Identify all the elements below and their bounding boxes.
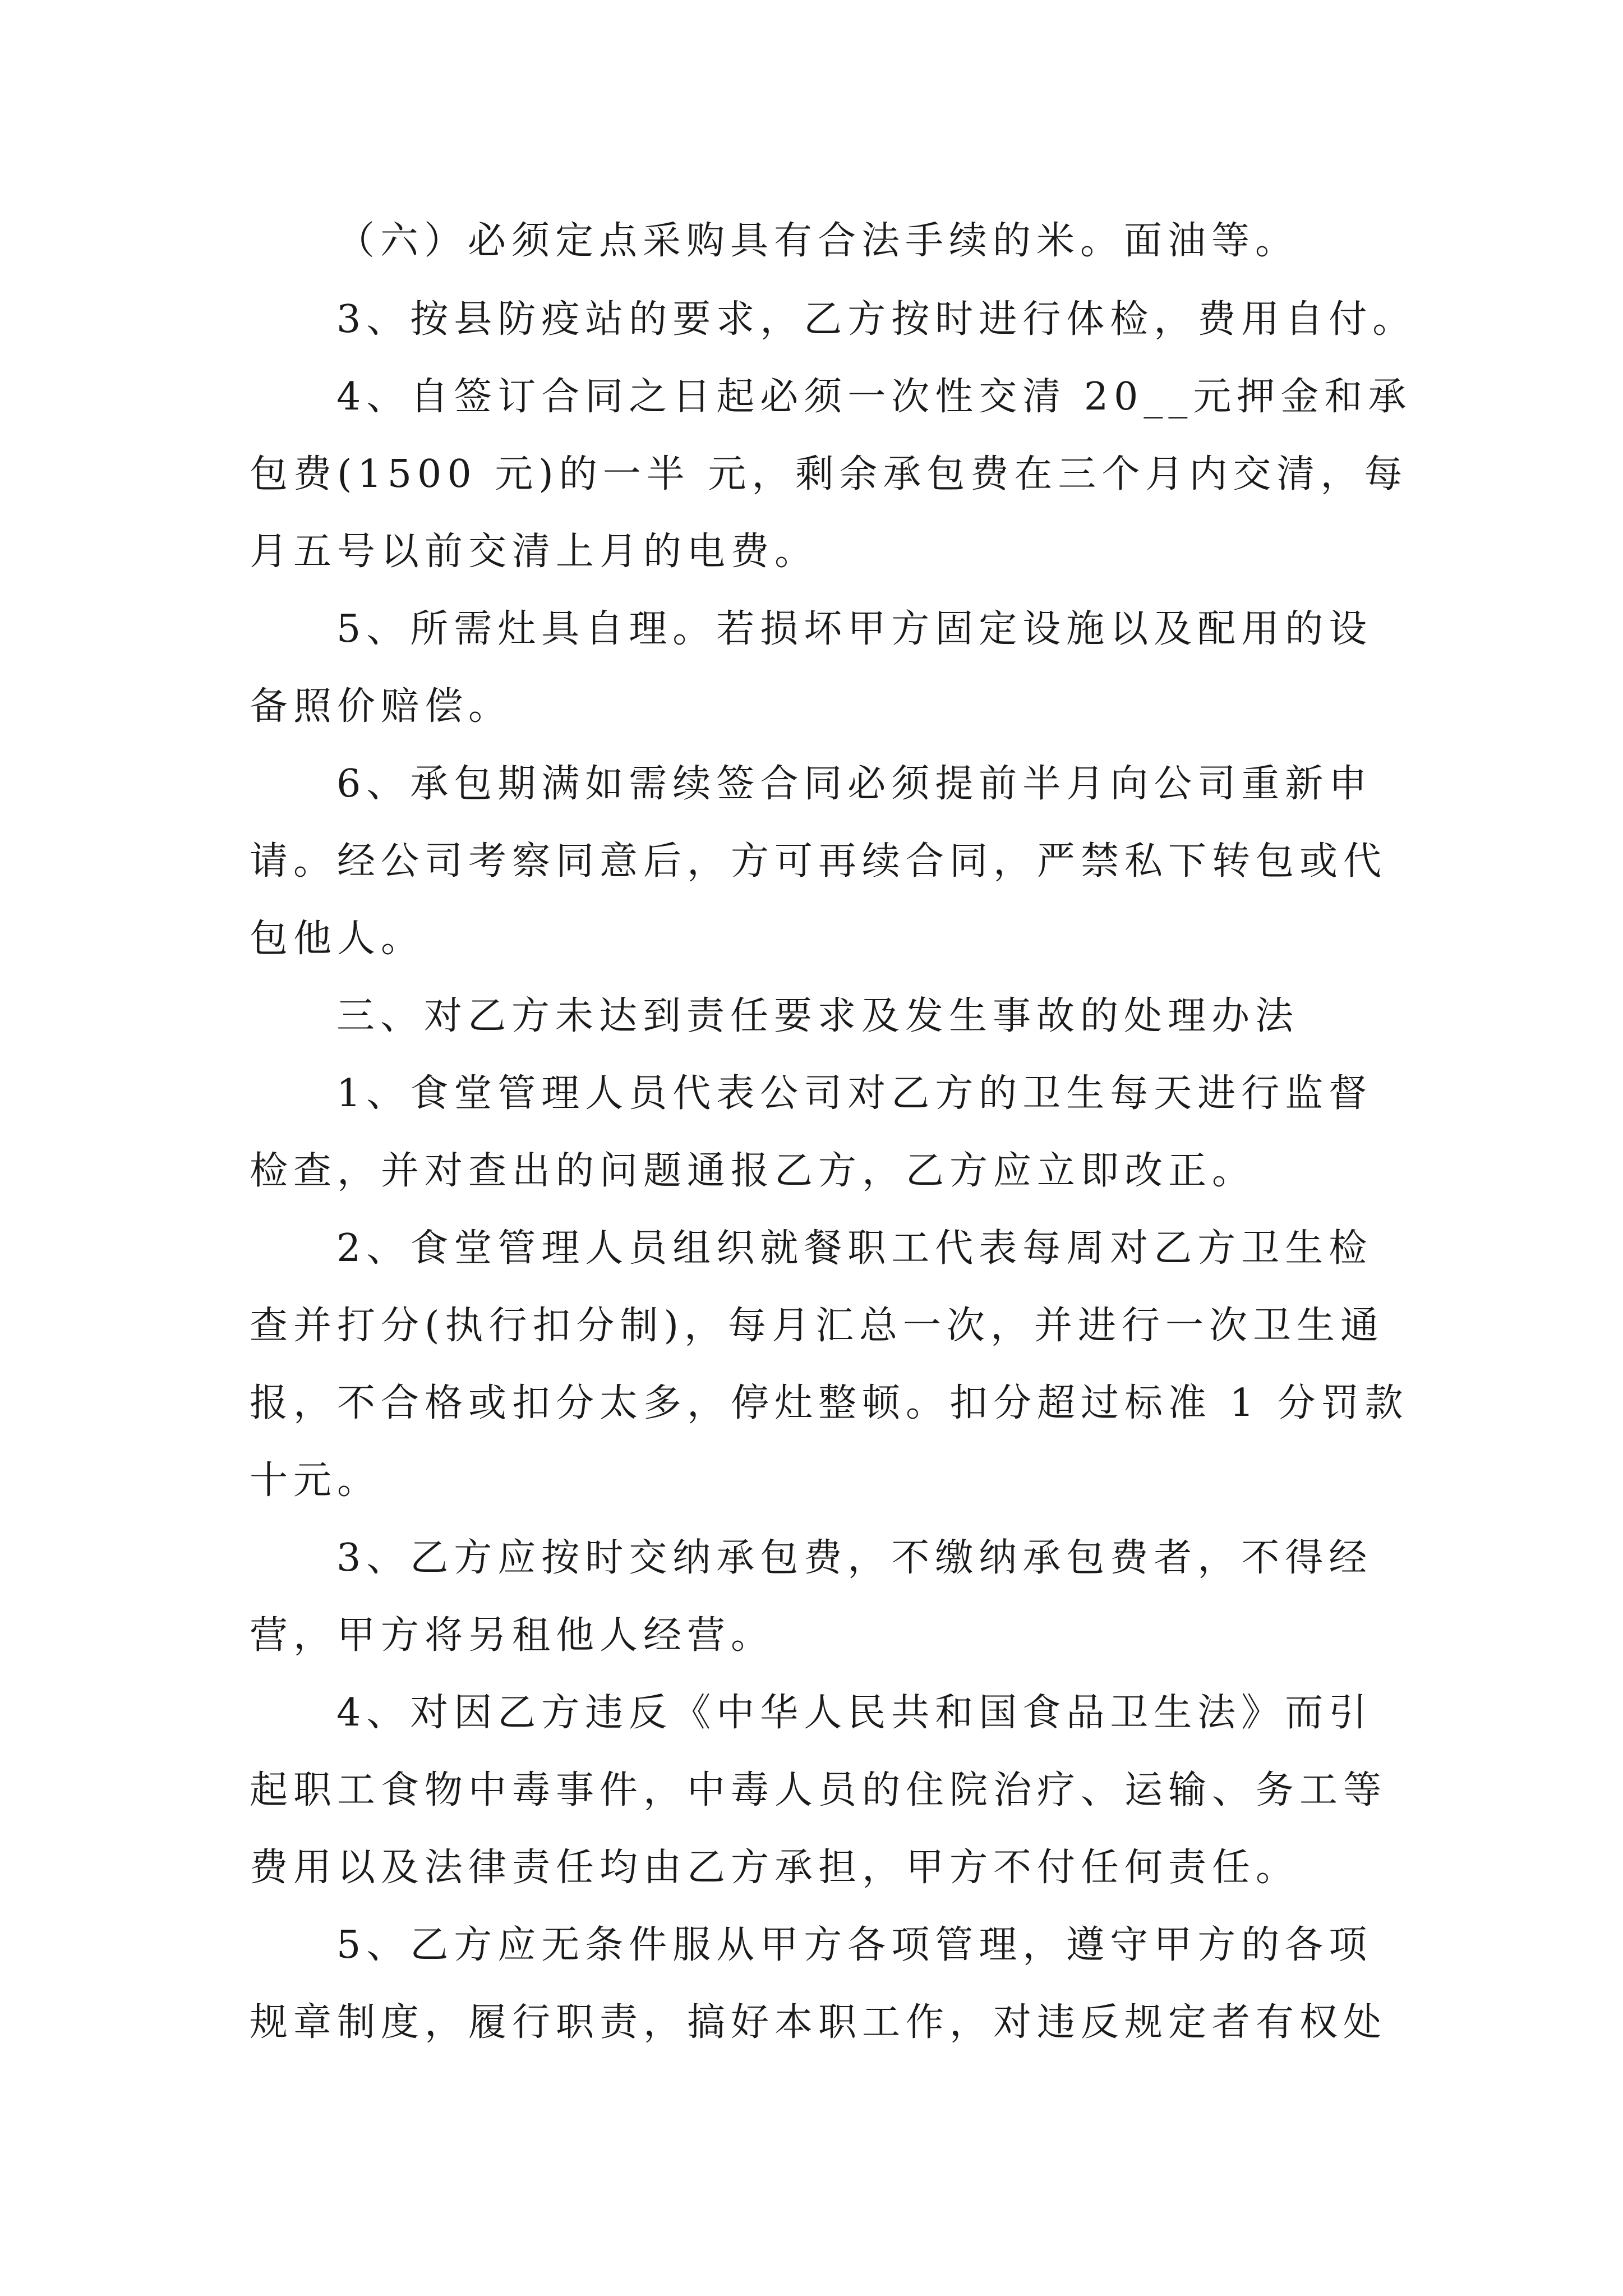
text-line: 请。经公司考察同意后，方可再续合同，严禁私下转包或代 (250, 839, 1387, 884)
text-line: 3、乙方应按时交纳承包费，不缴纳承包费者，不得经 (336, 1536, 1373, 1580)
text-line: 起职工食物中毒事件，中毒人员的住院治疗、运输、务工等 (250, 1768, 1387, 1812)
text-line: 规章制度，履行职责，搞好本职工作，对违反规定者有权处 (250, 2000, 1387, 2045)
text-line: 5、乙方应无条件服从甲方各项管理，遵守甲方的各项 (336, 1923, 1373, 1967)
text-line: 月五号以前交清上月的电费。 (250, 530, 819, 574)
text-line: 2、食堂管理人员组织就餐职工代表每周对乙方卫生检 (336, 1226, 1373, 1271)
text-line: 费用以及法律责任均由乙方承担，甲方不付任何责任。 (250, 1846, 1300, 1890)
text-line: 备照价赔偿。 (250, 684, 513, 729)
text-line: 4、自签订合同之日起必须一次性交清 20__元押金和承 (336, 375, 1412, 419)
text-line: 检查，并对查出的问题通报乙方，乙方应立即改正。 (250, 1149, 1256, 1193)
text-line: （六）必须定点采购具有合法手续的米。面油等。 (336, 219, 1299, 263)
text-line: 包他人。 (250, 917, 425, 961)
text-line: 营，甲方将另租他人经营。 (250, 1613, 775, 1658)
text-line: 6、承包期满如需续签合同必须提前半月向公司重新申 (336, 762, 1373, 806)
text-line: 十元。 (250, 1458, 381, 1503)
section-heading: 三、对乙方未达到责任要求及发生事故的处理办法 (336, 994, 1299, 1038)
text-line: 4、对因乙方违反《中华人民共和国食品卫生法》而引 (336, 1691, 1373, 1735)
text-line: 5、所需灶具自理。若损坏甲方固定设施以及配用的设 (336, 607, 1373, 651)
text-line: 查并打分(执行扣分制)，每月汇总一次，并进行一次卫生通 (250, 1304, 1385, 1348)
text-line: 1、食堂管理人员代表公司对乙方的卫生每天进行监督 (336, 1071, 1373, 1116)
text-line: 报，不合格或扣分太多，停灶整顿。扣分超过标准 1 分罚款 (250, 1381, 1409, 1425)
text-line: 包费(1500 元)的一半 元，剩余承包费在三个月内交清，每 (250, 452, 1408, 496)
text-line: 3、按县防疫站的要求，乙方按时进行体检，费用自付。 (336, 297, 1417, 342)
